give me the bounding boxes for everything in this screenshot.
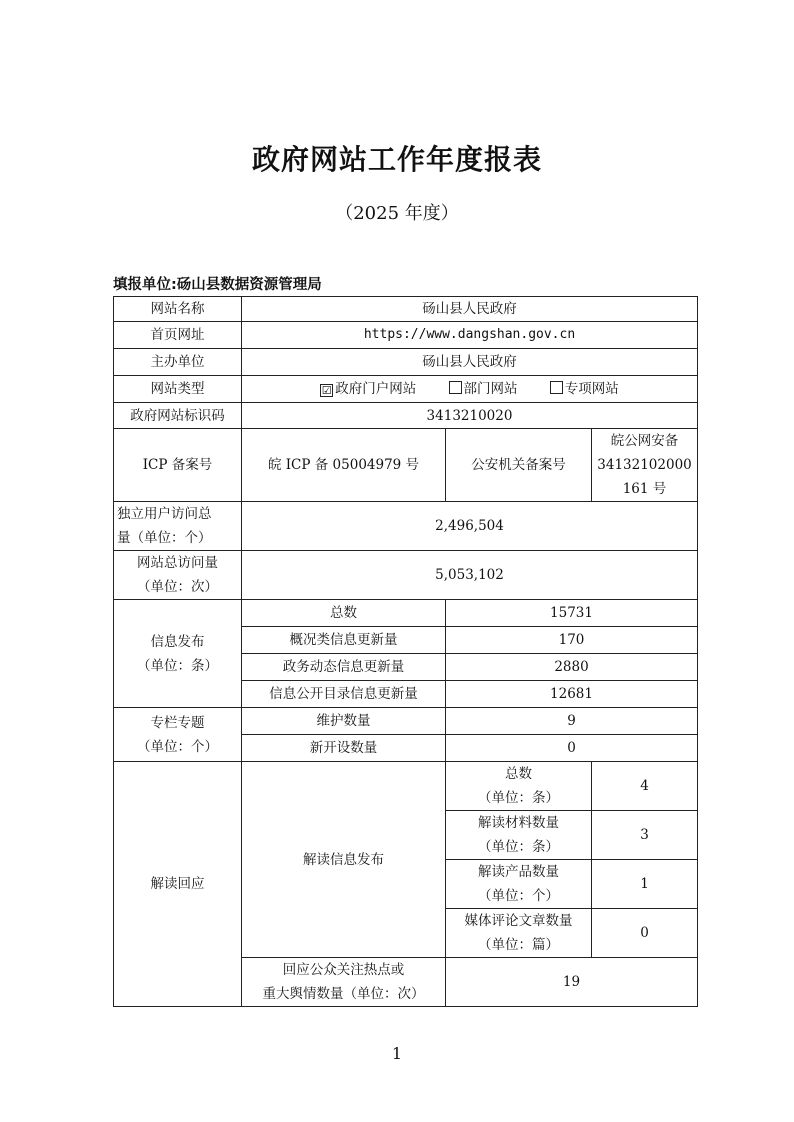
table-row [114, 708, 698, 735]
table-row [114, 349, 698, 376]
report-year: （2025 年度） [335, 203, 459, 224]
site-type-option-department: 部门网站 [449, 377, 518, 401]
table-row [114, 322, 698, 349]
info-catalog-value: 12681 [446, 681, 698, 708]
reporting-unit: 填报单位:砀山县数据资源管理局 [113, 277, 322, 293]
interpretation-label: 解读回应 [114, 762, 242, 1007]
table-row [114, 600, 698, 627]
site-name-value: 砀山县人民政府 [242, 297, 698, 322]
unique-visitors-value: 2,496,504 [242, 502, 698, 551]
site-type-option-portal: ☑ 政府门户网站 [321, 381, 417, 397]
police-record-value: 皖公网安备 34132102000 161 号 [592, 429, 698, 502]
info-total-value: 15731 [446, 600, 698, 627]
info-total-label: 总数 [242, 600, 446, 627]
site-code-label: 政府网站标识码 [114, 403, 242, 429]
columns-new-value: 0 [446, 735, 698, 762]
checkbox-icon [550, 381, 563, 394]
homepage-label: 首页网址 [114, 322, 242, 349]
interp-total-value: 4 [592, 762, 698, 811]
columns-label: 专栏专题 （单位：个） [114, 708, 242, 762]
interp-product-value: 1 [592, 860, 698, 909]
homepage-url: https://www.dangshan.gov.cn [242, 322, 698, 349]
response-value: 19 [446, 958, 698, 1007]
police-record-label: 公安机关备案号 [446, 429, 592, 502]
unique-visitors-label: 独立用户访问总 量（单位：个） [114, 502, 242, 551]
info-release-label: 信息发布 （单位：条） [114, 600, 242, 708]
info-news-label: 政务动态信息更新量 [242, 654, 446, 681]
sponsor-label: 主办单位 [114, 349, 242, 376]
site-type-option-special: 专项网站 [550, 377, 619, 401]
total-visits-value: 5,053,102 [242, 551, 698, 600]
interpretation-release-label: 解读信息发布 [242, 762, 446, 958]
site-code-value: 3413210020 [242, 403, 698, 429]
table-row [114, 502, 698, 551]
table-row [114, 551, 698, 600]
site-type-options [242, 376, 698, 403]
total-visits-label: 网站总访问量 （单位：次） [114, 551, 242, 600]
checked-box-icon: ☑ [321, 384, 332, 397]
columns-new-label: 新开设数量 [242, 735, 446, 762]
info-overview-value: 170 [446, 627, 698, 654]
interp-media-label: 媒体评论文章数量 （单位：篇） [446, 909, 592, 958]
icp-value: 皖 ICP 备 05004979 号 [242, 429, 446, 502]
interp-media-value: 0 [592, 909, 698, 958]
interp-total-label: 总数 （单位：条） [446, 762, 592, 811]
site-type-label: 网站类型 [114, 376, 242, 403]
site-name-label: 网站名称 [114, 297, 242, 322]
table-row [114, 376, 698, 403]
page-number: 1 [391, 1044, 403, 1063]
info-overview-label: 概况类信息更新量 [242, 627, 446, 654]
table-row [114, 429, 698, 502]
icp-label: ICP 备案号 [114, 429, 242, 502]
table-row [114, 762, 698, 811]
interp-material-label: 解读材料数量 （单位：条） [446, 811, 592, 860]
report-title: 政府网站工作年度报表 [251, 143, 542, 176]
response-label: 回应公众关注热点或 重大舆情数量（单位：次） [242, 958, 446, 1007]
columns-maintained-value: 9 [446, 708, 698, 735]
table-row [114, 297, 698, 322]
report-table [113, 296, 698, 1007]
columns-maintained-label: 维护数量 [242, 708, 446, 735]
sponsor-value: 砀山县人民政府 [242, 349, 698, 376]
info-news-value: 2880 [446, 654, 698, 681]
checkbox-icon [449, 381, 462, 394]
interp-product-label: 解读产品数量 （单位：个） [446, 860, 592, 909]
info-catalog-label: 信息公开目录信息更新量 [242, 681, 446, 708]
interp-material-value: 3 [592, 811, 698, 860]
table-row [114, 403, 698, 429]
